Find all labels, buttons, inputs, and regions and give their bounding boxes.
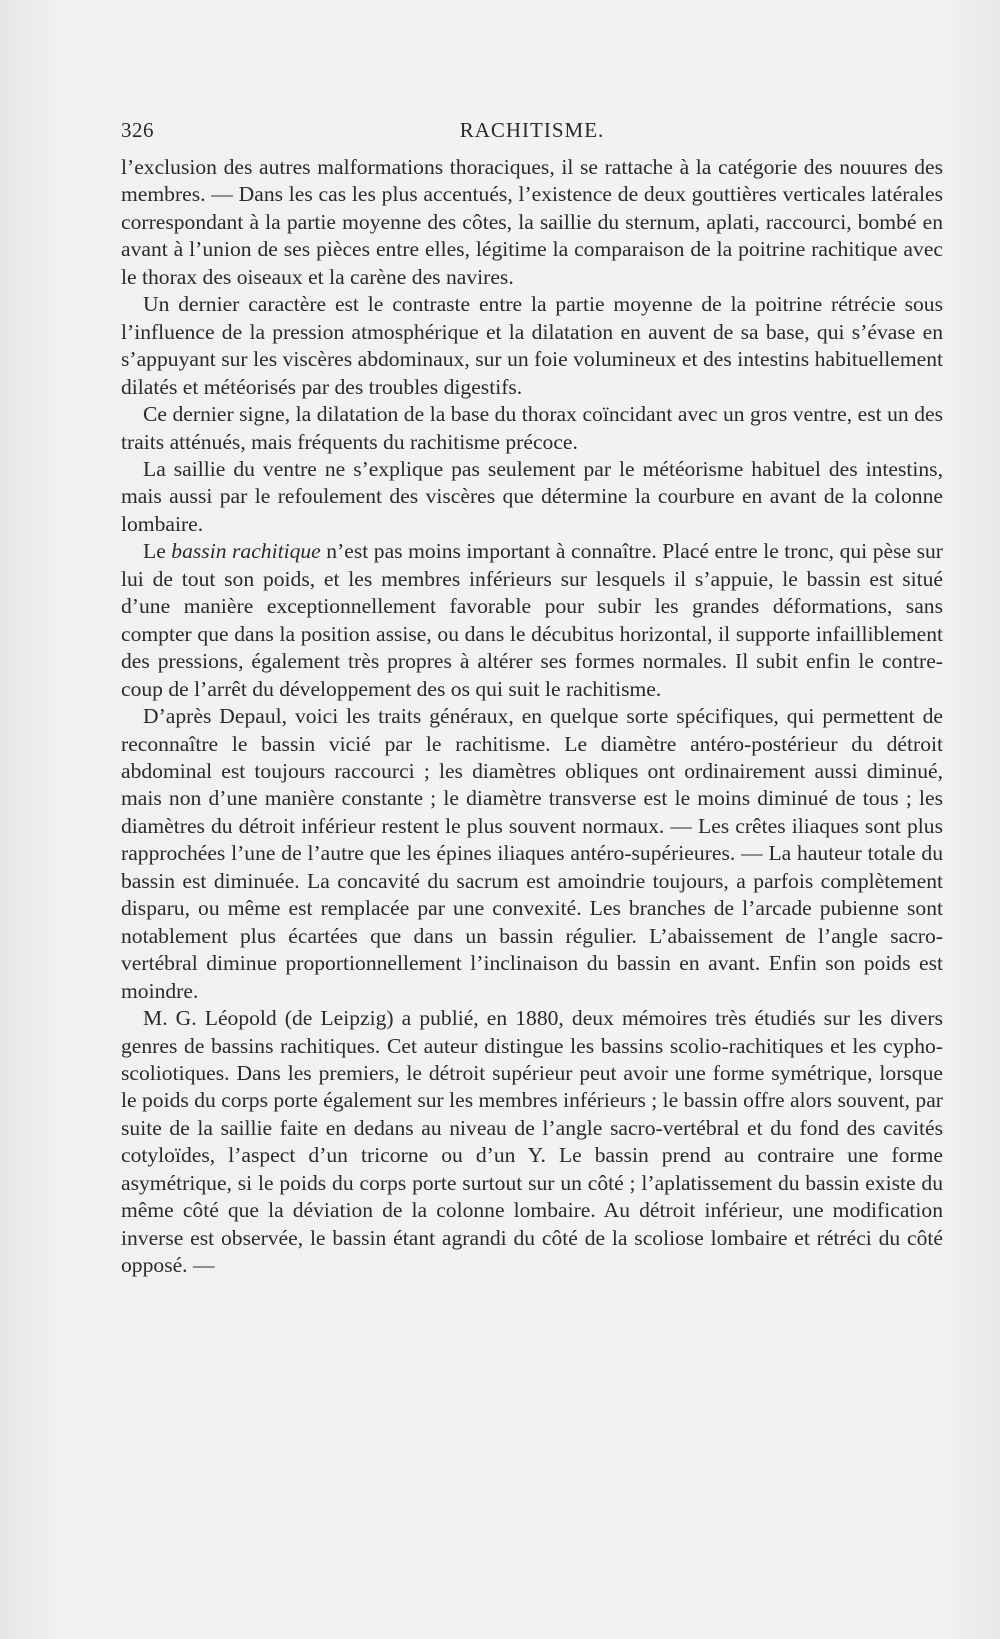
paragraph-belly-projection: La saillie du ventre ne s’explique pas seulement par le météorisme habituel des intestins, mais aussi par le refoulement des viscères que détermine la courbure en avant de la colonne lombaire. (121, 456, 943, 536)
paragraph-depaul-traits: D’après Depaul, voici les traits généraux, en quelque sorte spécifiques, qui permettent de reconnaître le bassin vicié par le rachitisme. Le diamètre antéro-postérieur du détroit abdominal est toujours raccourci ; les diamètres obliques ont ordinairement aussi diminué, mais non d’une manière constante ; le diamètre transverse est le moins diminué de tous ; les diamètres du détroit inférieur restent le plus souvent normaux. — Les crêtes iliaques sont plus rapprochées l’une de l’autre que les épines iliaques antéro-supérieures. — La hauteur totale du bassin est diminuée. La concavité du sacrum est amoindrie toujours, a parfois complètement disparu, ou même est remplacée par une convexité. Les branches de l’arcade pubienne sont notablement plus écartées que dans un bassin régulier. L’abaissement de l’angle sacro-vertébral diminue proportionnellement l’inclinaison du bassin en avant. Enfin son poids est moindre. (121, 704, 943, 1003)
paragraph-rachitic-pelvis (121, 538, 943, 703)
page-header (121, 118, 943, 148)
paragraph-thorax-continuation: l’exclusion des autres malformations thoraciques, il se rattache à la catégorie des nouures des membres. — Dans les cas les plus accentués, l’existence de deux gouttières verticales latérales correspondant à la partie moyenne des côtes, la saillie du sternum, aplati, raccourci, bombé en avant à l’union de ses pièces entre elles, légitime la comparaison de la poitrine rachitique avec le thorax des oiseaux et la carène des navires. (121, 155, 943, 289)
paragraph-chest-contrast: Un dernier caractère est le contraste entre la partie moyenne de la poitrine rétrécie sous l’influence de la pression atmosphérique et la dilatation en auvent de sa base, qui s’évase en s’appuyant sur les viscères abdominaux, sur un foie volumineux et des intestins habituellement dilatés et météorisés par des troubles digestifs. (121, 292, 943, 399)
pelvis-rest-text: n’est pas moins important à connaître. Placé entre le tronc, qui pèse sur lui de tout son poids, et les membres inférieurs sur lesquels il s’appuie, le bassin est situé d’une manière exceptionnellement favorable pour subir les grandes déformations, sans compter que dans la position assise, ou dans le décubitus horizontal, il supporte infailliblement des pressions, également très propres à altérer ses formes normales. Il subit enfin le contre-coup de l’arrêt du développement des os qui suit le rachitisme. (121, 539, 943, 701)
paragraph-thorax-dilatation: Ce dernier signe, la dilatation de la base du thorax coïncidant avec un gros ventre, est un des traits atténués, mais fréquents du rachitisme précoce. (121, 402, 943, 454)
running-title: RACHITISME. (459, 118, 605, 142)
page-number: 326 (121, 118, 154, 142)
pelvis-term-italic: bassin rachitique (171, 539, 321, 564)
body-text (121, 154, 943, 1280)
pelvis-intro-text: Le (143, 539, 172, 564)
paragraph-leopold-memoirs: M. G. Léopold (de Leipzig) a publié, en 1880, deux mémoires très étudiés sur les divers genres de bassins rachitiques. Cet auteur distingue les bassins scolio-rachitiques et les cypho-scoliotiques. Dans les premiers, le détroit supérieur peut avoir une forme symétrique, lorsque le poids du corps porte également sur les membres inférieurs ; le bassin offre alors souvent, par suite de la saillie faite en dedans au niveau de l’angle sacro-vertébral et du fond des cavités cotyloïdes, l’aspect d’un tricorne ou d’un Y. Le bassin prend au contraire une forme asymétrique, si le poids du corps porte surtout sur un côté ; l’aplatissement du bassin existe du même côté que la déviation de la colonne lombaire. Au détroit inférieur, une modification inverse est observée, le bassin étant agrandi du côté de la scoliose lombaire et rétréci du côté opposé. — (121, 1006, 943, 1278)
